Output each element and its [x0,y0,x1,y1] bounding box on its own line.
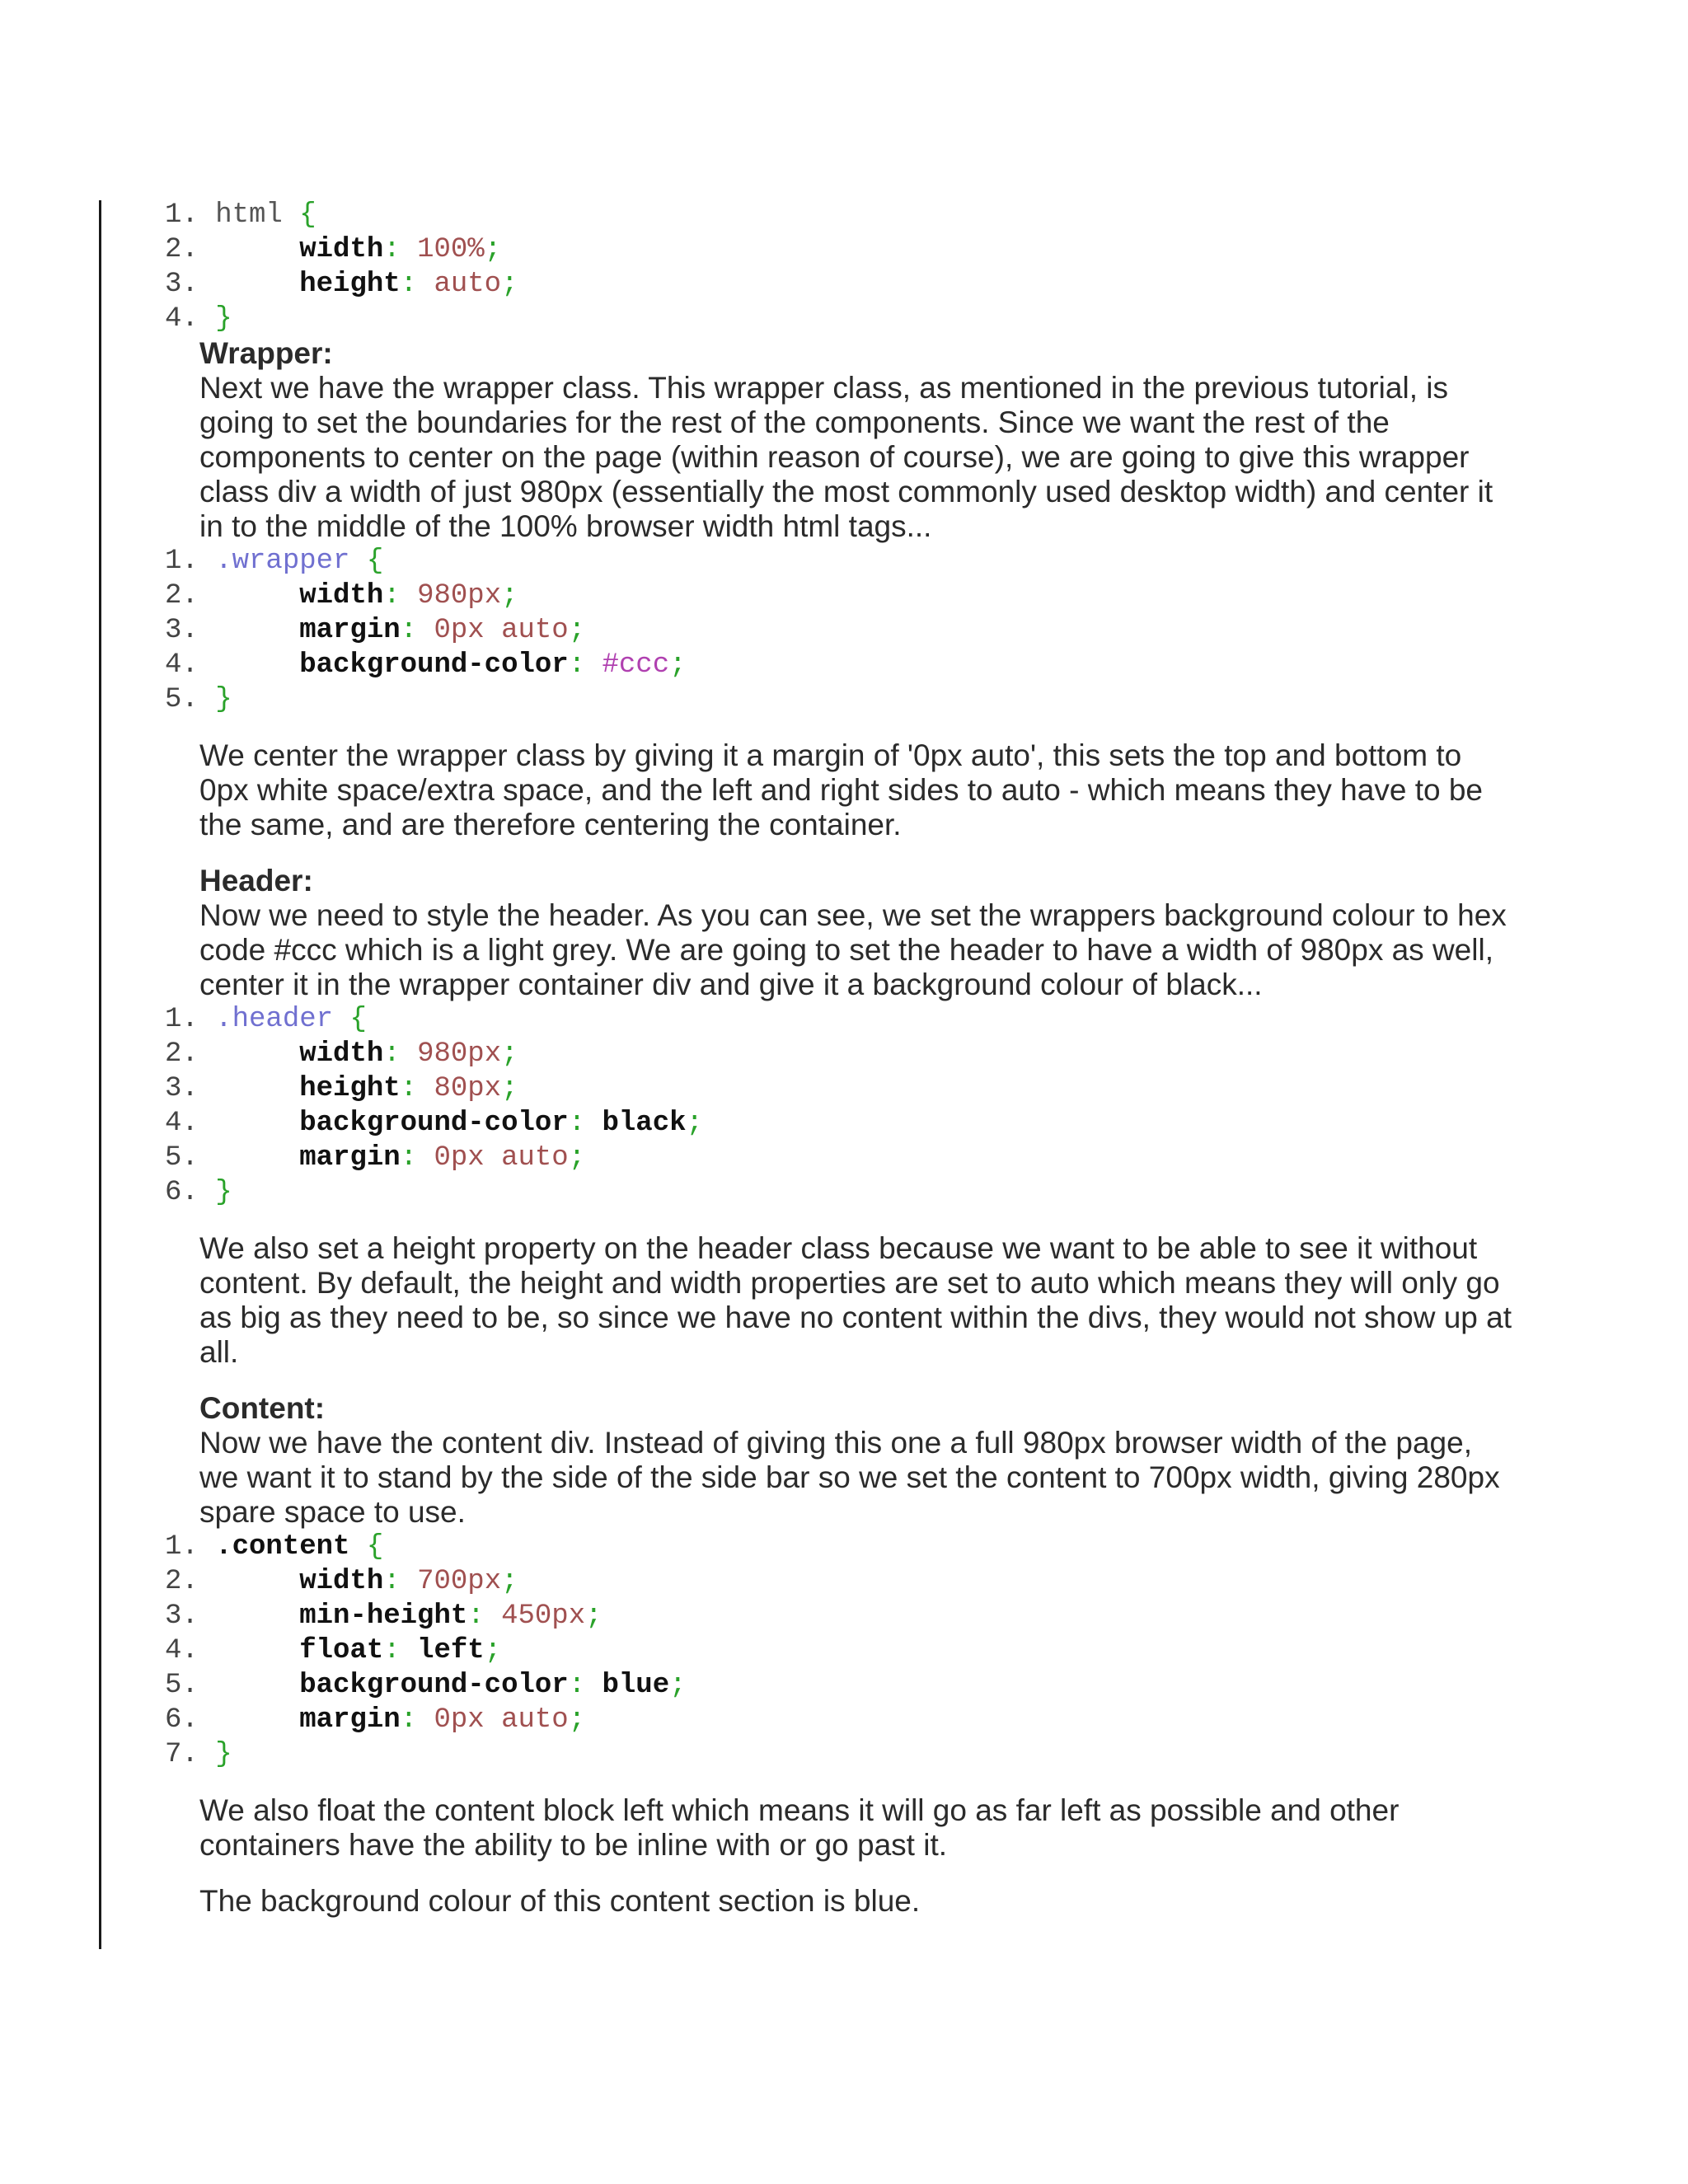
code-line [165,1564,1500,1599]
line-number: 7. [165,1739,216,1770]
css-semicolon: ; [501,269,518,300]
css-brace: } [215,1177,232,1208]
css-semicolon: ; [568,1704,586,1736]
css-brace: } [215,1739,232,1770]
line-number: 4. [165,303,216,335]
css-property: margin [299,1142,401,1174]
css-semicolon: ; [568,1142,586,1174]
css-value: #ccc [602,649,670,681]
css-semicolon: ; [501,1073,518,1104]
css-property: min-height [299,1601,468,1632]
line-number: 1. [165,1531,216,1563]
code-block-header [165,1002,1500,1210]
css-selector: .header [215,1004,350,1035]
code-line [165,1002,1500,1037]
code-block-content [165,1530,1500,1772]
code-line [165,1071,1500,1106]
css-colon: : [568,1108,603,1139]
css-property: height [299,1073,401,1104]
css-colon: : [383,1635,418,1666]
heading-wrapper: Wrapper: [199,336,333,370]
code-line [165,682,1500,717]
css-brace: { [349,1004,367,1035]
css-selector: .content [215,1531,367,1563]
document-body [165,198,1512,1919]
css-value: 100% [417,234,485,265]
line-number: 3. [165,1073,300,1104]
line-number: 1. [165,546,216,577]
css-colon: : [467,1601,502,1632]
code-line [165,1737,1500,1772]
line-number: 2. [165,580,300,612]
css-semicolon: ; [568,615,586,646]
css-selector: .wrapper [215,546,367,577]
css-property: width [299,1038,384,1070]
css-value: 0px auto [434,1142,569,1174]
code-block-wrapper [165,544,1500,717]
code-line [165,544,1500,579]
css-semicolon: ; [484,234,502,265]
css-colon: : [383,580,418,612]
css-value: 980px [417,1038,502,1070]
css-property: float [299,1635,384,1666]
css-brace: { [366,1531,384,1563]
line-number: 3. [165,269,300,300]
css-colon: : [400,269,434,300]
css-colon: : [383,1038,418,1070]
section-wrapper-text [165,336,1518,544]
line-number: 4. [165,1108,300,1139]
paragraph-content-after-2: The background colour of this content section is blue. [199,1884,921,1918]
section-content-text [165,1391,1518,1530]
css-brace: { [299,199,316,231]
line-number: 4. [165,649,300,681]
css-colon: : [568,1670,603,1701]
css-property: margin [299,1704,401,1736]
css-property: width [299,1566,384,1597]
code-line [165,1141,1500,1175]
code-line [165,1530,1500,1564]
css-property: background-color [299,1108,569,1139]
css-semicolon: ; [501,580,518,612]
css-value: black [602,1108,687,1139]
css-semicolon: ; [686,1108,703,1139]
code-line [165,232,1500,267]
css-value: left [417,1635,485,1666]
code-block-html [165,198,1500,336]
section-wrapper-after [165,738,1518,842]
css-semicolon: ; [501,1566,518,1597]
css-value: 0px auto [434,615,569,646]
line-number: 2. [165,234,300,265]
paragraph-content-intro: Now we have the content div. Instead of giving this one a full 980px browser width of the page, we want it to stand by the side of the side bar so we set the content to 700px width, giving 280px spare space to use. [199,1426,1500,1529]
code-line [165,1633,1500,1668]
paragraph-content-after-1: We also float the content block left which means it will go as far left as possible and other containers have the ability to be inline with or go past it. [199,1793,1400,1862]
css-semicolon: ; [484,1635,502,1666]
css-colon: : [383,1566,418,1597]
css-brace: } [215,684,232,715]
css-colon: : [400,1142,434,1174]
code-line [165,198,1500,232]
css-property: width [299,580,384,612]
line-number: 1. [165,1004,216,1035]
css-colon: : [400,1073,434,1104]
css-brace: { [366,546,384,577]
line-number: 3. [165,1601,300,1632]
section-header-text [165,864,1518,1002]
css-property: margin [299,615,401,646]
heading-content: Content: [199,1391,326,1425]
line-number: 5. [165,1142,300,1174]
css-colon: : [568,649,603,681]
css-semicolon: ; [669,649,687,681]
section-header-after [165,1231,1518,1370]
line-number: 4. [165,1635,300,1666]
css-semicolon: ; [669,1670,687,1701]
css-value: blue [602,1670,670,1701]
line-number: 5. [165,684,216,715]
paragraph-wrapper-intro: Next we have the wrapper class. This wrapper class, as mentioned in the previous tutorial, is going to set the boundaries for the rest of the components. Since we want the rest of the components to center on the page (within reason of course), we are going to give this wrapper class div a width of just 980px (essentially the most commonly used desktop width) and center it in to the middle of the 100% browser width html tags... [199,371,1493,543]
line-number: 2. [165,1038,300,1070]
line-number: 6. [165,1177,216,1208]
css-value: auto [434,269,502,300]
css-property: background-color [299,1670,569,1701]
css-colon: : [400,1704,434,1736]
code-line [165,1599,1500,1633]
css-value: 980px [417,580,502,612]
paragraph-header-intro: Now we need to style the header. As you can see, we set the wrappers background colour to hex code #ccc which is a light grey. We are going to set the header to have a width of 980px as well, center it in the wrapper container div and give it a background colour of black... [199,898,1507,1001]
css-value: 700px [417,1566,502,1597]
code-line [165,579,1500,613]
paragraph-wrapper-after: We center the wrapper class by giving it a margin of '0px auto', this sets the top and bottom to 0px white space/extra space, and the left and right sides to auto - which means they have to be the same, and are therefore centering the container. [199,738,1483,841]
css-selector: html [215,199,300,231]
code-line [165,302,1500,336]
line-number: 1. [165,199,216,231]
css-colon: : [383,234,418,265]
line-number: 5. [165,1670,300,1701]
code-line [165,1175,1500,1210]
css-colon: : [400,615,434,646]
line-number: 3. [165,615,300,646]
css-value: 0px auto [434,1704,569,1736]
code-line [165,1106,1500,1141]
left-border-rule [99,200,101,1949]
css-value: 450px [501,1601,586,1632]
code-line [165,267,1500,302]
paragraph-header-after: We also set a height property on the header class because we want to be able to see it without content. By default, the height and width properties are set to auto which means they will only go as big as they need to be, so since we have no content within the divs, they would not show up at all. [199,1231,1512,1369]
code-line [165,648,1500,682]
css-semicolon: ; [585,1601,603,1632]
line-number: 6. [165,1704,300,1736]
code-line [165,1037,1500,1071]
section-content-after [165,1793,1518,1919]
line-number: 2. [165,1566,300,1597]
css-property: height [299,269,401,300]
css-property: width [299,234,384,265]
css-property: background-color [299,649,569,681]
css-brace: } [215,303,232,335]
code-line [165,1668,1500,1703]
code-line [165,1703,1500,1737]
css-value: 80px [434,1073,502,1104]
css-semicolon: ; [501,1038,518,1070]
code-line [165,613,1500,648]
heading-header: Header: [199,864,313,898]
